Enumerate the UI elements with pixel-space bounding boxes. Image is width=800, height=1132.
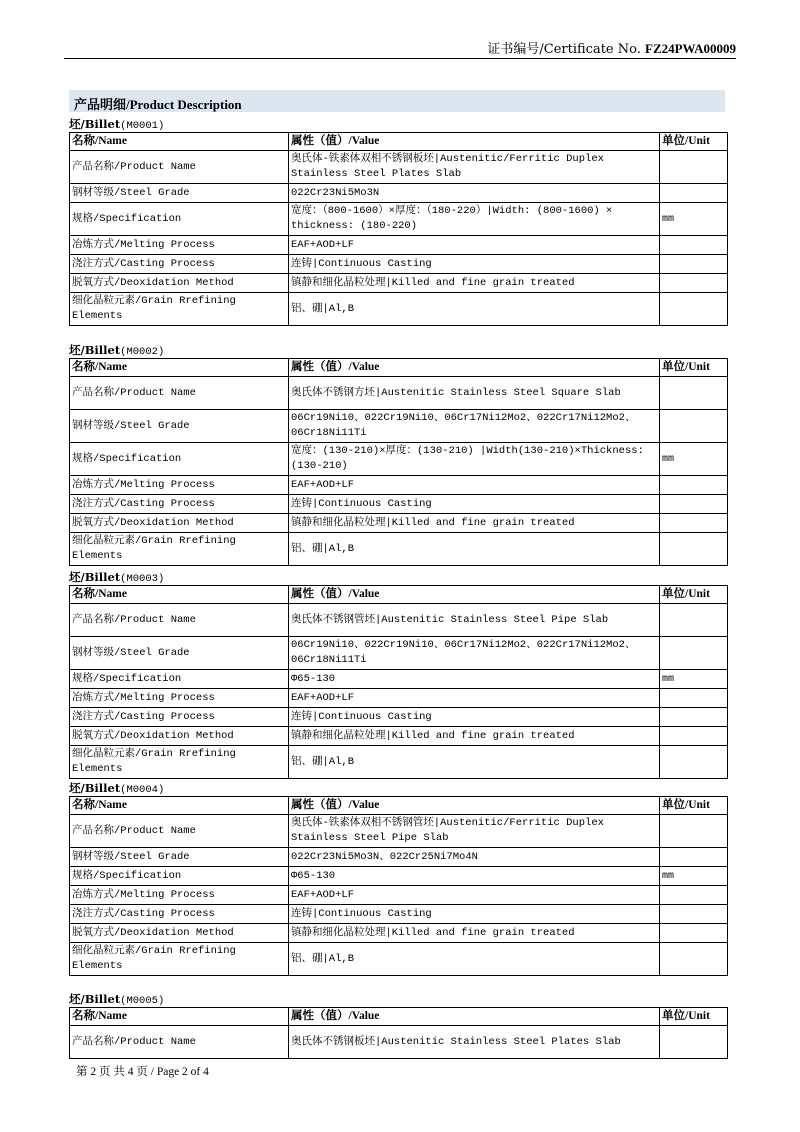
- row-value: 022Cr23Ni5Mo3N: [289, 184, 660, 203]
- column-header-unit: 单位/Unit: [660, 359, 728, 377]
- row-unit: [660, 1026, 728, 1059]
- table-row: [70, 293, 728, 326]
- billet-block: [69, 570, 727, 779]
- column-header-value: 属性（值）/Value: [289, 586, 660, 604]
- row-unit: [660, 495, 728, 514]
- billet-title: [69, 570, 727, 584]
- table-row: [70, 236, 728, 255]
- table-row: [70, 689, 728, 708]
- billet-label: 坯/Billet: [69, 570, 121, 584]
- row-value: 镇静和细化晶粒处理|Killed and fine grain treated: [289, 924, 660, 943]
- row-unit: [660, 151, 728, 184]
- row-value: EAF+AOD+LF: [289, 886, 660, 905]
- table-row: [70, 443, 728, 476]
- table-row: [70, 410, 728, 443]
- table-row: [70, 943, 728, 976]
- row-unit: mm: [660, 443, 728, 476]
- table-row: [70, 255, 728, 274]
- row-name: 钢材等级/Steel Grade: [70, 848, 289, 867]
- row-name: 细化晶粒元素/Grain Rrefining Elements: [70, 293, 289, 326]
- row-unit: [660, 293, 728, 326]
- billet-block: [69, 781, 727, 976]
- row-unit: [660, 689, 728, 708]
- table-header-row: [70, 359, 728, 377]
- product-spec-table: [69, 1007, 728, 1059]
- billet-block: [69, 992, 727, 1059]
- row-value: 连铸|Continuous Casting: [289, 708, 660, 727]
- row-name: 冶炼方式/Melting Process: [70, 476, 289, 495]
- row-value: EAF+AOD+LF: [289, 689, 660, 708]
- table-row: [70, 670, 728, 689]
- row-value: 镇静和细化晶粒处理|Killed and fine grain treated: [289, 274, 660, 293]
- table-row: [70, 495, 728, 514]
- row-value: 铝、硼|Al,B: [289, 943, 660, 976]
- certificate-header: [487, 38, 736, 57]
- table-row: [70, 151, 728, 184]
- row-unit: [660, 377, 728, 410]
- table-row: [70, 867, 728, 886]
- row-name: 产品名称/Product Name: [70, 151, 289, 184]
- row-name: 细化晶粒元素/Grain Rrefining Elements: [70, 533, 289, 566]
- row-name: 脱氧方式/Deoxidation Method: [70, 514, 289, 533]
- table-row: [70, 604, 728, 637]
- table-row: [70, 886, 728, 905]
- row-unit: [660, 255, 728, 274]
- row-name: 冶炼方式/Melting Process: [70, 886, 289, 905]
- row-value: 铝、硼|Al,B: [289, 533, 660, 566]
- product-spec-table: [69, 358, 728, 566]
- row-value: Φ65-130: [289, 670, 660, 689]
- section-title: 产品明细/Product Description: [74, 97, 242, 112]
- billet-label: 坯/Billet: [69, 343, 121, 357]
- table-row: [70, 708, 728, 727]
- table-row: [70, 848, 728, 867]
- row-value: 镇静和细化晶粒处理|Killed and fine grain treated: [289, 514, 660, 533]
- row-value: EAF+AOD+LF: [289, 476, 660, 495]
- row-value: 06Cr19Ni10、022Cr19Ni10、06Cr17Ni12Mo2、022Cr17Ni12Mo2、06Cr18Ni11Ti: [289, 410, 660, 443]
- header-divider: [64, 58, 736, 59]
- table-row: [70, 924, 728, 943]
- row-name: 产品名称/Product Name: [70, 604, 289, 637]
- table-row: [70, 274, 728, 293]
- row-value: Φ65-130: [289, 867, 660, 886]
- row-value: 022Cr23Ni5Mo3N、022Cr25Ni7Mo4N: [289, 848, 660, 867]
- column-header-name: 名称/Name: [70, 586, 289, 604]
- table-row: [70, 514, 728, 533]
- row-name: 钢材等级/Steel Grade: [70, 637, 289, 670]
- row-name: 钢材等级/Steel Grade: [70, 184, 289, 203]
- billet-code: (M0005): [120, 995, 165, 1007]
- column-header-name: 名称/Name: [70, 359, 289, 377]
- row-name: 细化晶粒元素/Grain Rrefining Elements: [70, 943, 289, 976]
- table-row: [70, 746, 728, 779]
- row-unit: [660, 274, 728, 293]
- table-row: [70, 727, 728, 746]
- row-unit: [660, 905, 728, 924]
- billet-label: 坯/Billet: [69, 781, 121, 795]
- certificate-label: 证书编号/Certificate No.: [487, 42, 641, 57]
- table-row: [70, 637, 728, 670]
- row-value: 奥氏体不锈钢管坯|Austenitic Stainless Steel Pipe Slab: [289, 604, 660, 637]
- column-header-unit: 单位/Unit: [660, 133, 728, 151]
- row-unit: mm: [660, 670, 728, 689]
- billet-label: 坯/Billet: [69, 992, 121, 1006]
- page-footer: 第 2 页 共 4 页 / Page 2 of 4: [76, 1066, 209, 1078]
- billet-code: (M0001): [120, 120, 165, 132]
- row-name: 脱氧方式/Deoxidation Method: [70, 274, 289, 293]
- row-unit: [660, 746, 728, 779]
- row-name: 细化晶粒元素/Grain Rrefining Elements: [70, 746, 289, 779]
- row-name: 产品名称/Product Name: [70, 377, 289, 410]
- row-unit: mm: [660, 203, 728, 236]
- row-value: 铝、硼|Al,B: [289, 746, 660, 779]
- row-value: EAF+AOD+LF: [289, 236, 660, 255]
- row-name: 规格/Specification: [70, 867, 289, 886]
- row-unit: [660, 708, 728, 727]
- row-unit: [660, 236, 728, 255]
- row-name: 产品名称/Product Name: [70, 1026, 289, 1059]
- billet-label: 坯/Billet: [69, 117, 121, 131]
- table-header-row: [70, 133, 728, 151]
- column-header-value: 属性（值）/Value: [289, 1008, 660, 1026]
- row-value: 奥氏体-铁素体双相不锈钢板坯|Austenitic/Ferritic Duplex Stainless Steel Plates Slab: [289, 151, 660, 184]
- row-unit: [660, 184, 728, 203]
- row-name: 脱氧方式/Deoxidation Method: [70, 924, 289, 943]
- table-row: [70, 203, 728, 236]
- row-unit: mm: [660, 867, 728, 886]
- row-name: 浇注方式/Casting Process: [70, 905, 289, 924]
- row-unit: [660, 476, 728, 495]
- billet-code: (M0002): [120, 346, 165, 358]
- certificate-number: FZ24PWA00009: [645, 41, 736, 56]
- row-unit: [660, 848, 728, 867]
- row-value: 奥氏体-铁素体双相不锈钢管坯|Austenitic/Ferritic Duplex Stainless Steel Pipe Slab: [289, 815, 660, 848]
- row-value: 06Cr19Ni10、022Cr19Ni10、06Cr17Ni12Mo2、022Cr17Ni12Mo2、06Cr18Ni11Ti: [289, 637, 660, 670]
- row-value: 宽度：(130-210)×厚度：(130-210) |Width(130-210)×Thickness:(130-210): [289, 443, 660, 476]
- billet-code: (M0003): [120, 573, 165, 585]
- column-header-unit: 单位/Unit: [660, 1008, 728, 1026]
- row-name: 浇注方式/Casting Process: [70, 708, 289, 727]
- row-value: 奥氏体不锈钢板坯|Austenitic Stainless Steel Plates Slab: [289, 1026, 660, 1059]
- row-unit: [660, 410, 728, 443]
- row-unit: [660, 604, 728, 637]
- row-name: 规格/Specification: [70, 443, 289, 476]
- row-unit: [660, 943, 728, 976]
- billet-block: [69, 343, 727, 566]
- row-unit: [660, 514, 728, 533]
- row-unit: [660, 637, 728, 670]
- row-name: 浇注方式/Casting Process: [70, 255, 289, 274]
- row-value: 连铸|Continuous Casting: [289, 905, 660, 924]
- table-row: [70, 184, 728, 203]
- row-name: 脱氧方式/Deoxidation Method: [70, 727, 289, 746]
- table-row: [70, 476, 728, 495]
- billet-code: (M0004): [120, 784, 165, 796]
- row-unit: [660, 815, 728, 848]
- row-unit: [660, 727, 728, 746]
- billet-title: [69, 343, 727, 357]
- row-value: 奥氏体不锈钢方坯|Austenitic Stainless Steel Square Slab: [289, 377, 660, 410]
- billet-title: [69, 117, 727, 131]
- row-unit: [660, 533, 728, 566]
- row-value: 铝、硼|Al,B: [289, 293, 660, 326]
- row-name: 规格/Specification: [70, 203, 289, 236]
- product-spec-table: [69, 585, 728, 779]
- table-row: [70, 815, 728, 848]
- table-row: [70, 533, 728, 566]
- column-header-name: 名称/Name: [70, 1008, 289, 1026]
- table-row: [70, 377, 728, 410]
- table-row: [70, 1026, 728, 1059]
- column-header-value: 属性（值）/Value: [289, 359, 660, 377]
- billet-title: [69, 992, 727, 1006]
- row-name: 浇注方式/Casting Process: [70, 495, 289, 514]
- column-header-unit: 单位/Unit: [660, 586, 728, 604]
- row-unit: [660, 886, 728, 905]
- billet-block: [69, 117, 727, 326]
- product-spec-table: [69, 132, 728, 326]
- row-name: 钢材等级/Steel Grade: [70, 410, 289, 443]
- billet-title: [69, 781, 727, 795]
- product-spec-table: [69, 796, 728, 976]
- column-header-unit: 单位/Unit: [660, 797, 728, 815]
- table-header-row: [70, 1008, 728, 1026]
- row-value: 宽度：（800-1600）×厚度：（180-220）|Width: (800-1600) × thickness: (180-220): [289, 203, 660, 236]
- table-header-row: [70, 586, 728, 604]
- row-name: 冶炼方式/Melting Process: [70, 236, 289, 255]
- row-value: 镇静和细化晶粒处理|Killed and fine grain treated: [289, 727, 660, 746]
- column-header-value: 属性（值）/Value: [289, 133, 660, 151]
- row-name: 产品名称/Product Name: [70, 815, 289, 848]
- column-header-value: 属性（值）/Value: [289, 797, 660, 815]
- row-value: 连铸|Continuous Casting: [289, 255, 660, 274]
- row-name: 规格/Specification: [70, 670, 289, 689]
- column-header-name: 名称/Name: [70, 797, 289, 815]
- row-value: 连铸|Continuous Casting: [289, 495, 660, 514]
- table-row: [70, 905, 728, 924]
- column-header-name: 名称/Name: [70, 133, 289, 151]
- row-name: 冶炼方式/Melting Process: [70, 689, 289, 708]
- table-header-row: [70, 797, 728, 815]
- row-unit: [660, 924, 728, 943]
